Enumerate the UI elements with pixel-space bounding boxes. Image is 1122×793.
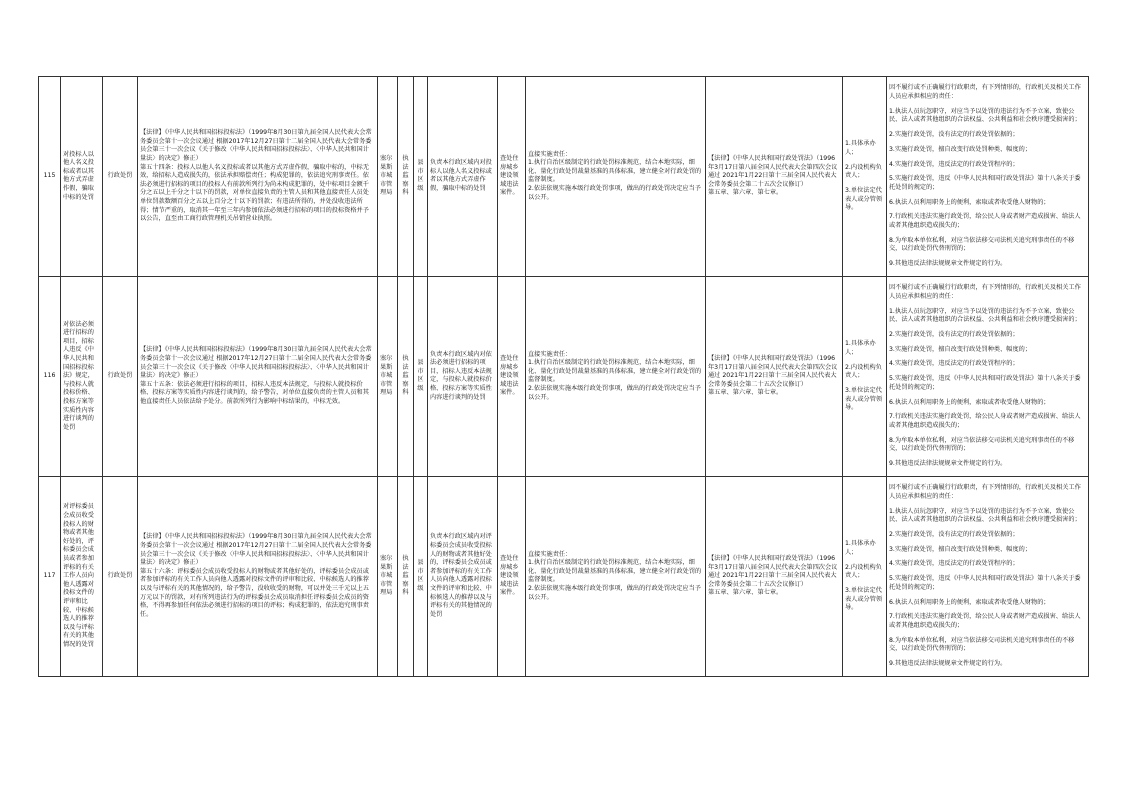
implementation-duty-line: 1.执行自治区级制定的行政处罚标准规范，结合本地实际，细化、量化行政处罚裁量基准的具体标准，建立健全对行政处罚的监督制度。: [528, 159, 702, 184]
liability-clauses-line: 4.实施行政处罚，违反法定的行政处罚程序的；: [889, 360, 1019, 368]
responsible-persons: [843, 276, 887, 476]
responsible-persons-line: 1.具体承办人；: [845, 340, 876, 356]
liability-clauses-line: 9.其他违反法律法规规章文件规定的行为。: [889, 660, 1007, 668]
responsible-persons-line: 3.单位法定代表人或分管领导。: [845, 586, 883, 612]
implementing-entity: 塞尔果斯市城市管理局: [378, 77, 398, 277]
responsible-persons-line: 1.具体承办人；: [845, 140, 876, 156]
responsible-persons-line: 2.内设机构负责人；: [845, 363, 882, 380]
penalty-law-basis-line: 【法律】《中华人民共和国行政处罚法》（1996年3月17日第八届全国人民代表大会第四次会议通过 2021年1月22日第十三届全国人民代表大会常务委员会第二十五次会议修订）: [708, 354, 838, 388]
item-type: 行政处罚: [103, 476, 138, 676]
liability-clauses-line: 5.实施行政处罚，违反《中华人民共和国行政处罚法》第十八条关于委托处罚的规定的；: [889, 575, 1081, 591]
liability-clauses-line: 7.行政机关违法实施行政处罚，给公民人身或者财产造成损害、给法人或者其他组织造成损失的；: [889, 213, 1081, 230]
liability-clauses-line: 6.执法人员利用职务上的便利，索取或者收受他人财物的；: [889, 598, 1050, 606]
row-number: 116: [39, 276, 61, 476]
row-number: 115: [39, 77, 61, 277]
responsible-persons-line: 2.内设机构负责人；: [845, 163, 882, 180]
liability-clauses-line: 因不履行或不正确履行行政职责，有下列情形的，行政机关及相关工作人员应承担相应的责任：: [889, 284, 1081, 300]
legal-basis-line: 第五十五条：依法必须进行招标的项目，招标人违反本法规定，与投标人就投标价格、投标方案等实质性内容进行谈判的，给予警告，对单位直接负责的主管人员和其他直接责任人员依法给予处分。前款所列行为影响中标结果的，中标无效。: [140, 380, 369, 405]
item-type: 行政处罚: [103, 77, 138, 277]
penalty-items-table: [38, 76, 1089, 677]
liability-clauses: [887, 476, 1089, 676]
liability-clauses-line: 1.执法人员玩忽职守，对应当予以处罚的违法行为不予立案，致使公民、法人或者其他组织的合法权益、公共利益和社会秩序遭受损害的；: [889, 107, 1081, 124]
liability-clauses-line: 8.为牟取本单位私利，对应当依法移交司法机关追究刑事责任的不移交，以行政处罚代替刑罚的；: [889, 436, 1075, 453]
penalty-law-basis: [706, 476, 843, 676]
liability-clauses: [887, 77, 1089, 277]
department-duty: 查处住房城乡建设领域违法案件。: [498, 77, 526, 277]
responsible-section: 执法监察科: [398, 276, 414, 476]
penalty-law-basis: [706, 77, 843, 277]
department-duty: 查处住房城乡建设领域违法案件。: [498, 276, 526, 476]
penalty-law-basis-line: 第五章、第六章、第七章。: [708, 389, 783, 397]
legal-basis-line: 第五十四条：投标人以他人名义投标或者以其他方式弄虚作假，骗取中标的，中标无效，给招标人造成损失的，依法承担赔偿责任；构成犯罪的，依法追究刑事责任。依法必须进行招标的项目的投标人有前款所列行为尚未构成犯罪的，处中标项目金额千分之五以上千分之十以下的罚款，对单位直接负责的主管人员和其他直接责任人员处单位罚款数额百分之五以上百分之十以下的罚款；有违法所得的，并处没收违法所得；情节严重的，取消其一年至三年内参加依法必须进行招标的项目的投标资格并予以公告，直至由工商行政管理机关吊销营业执照。: [140, 163, 369, 223]
exercise-scope: 负责本行政区域内对投标人以他人名义投标或者以其他方式弄虚作假，骗取中标的处罚: [428, 77, 498, 277]
department-duty: 查处住房城乡建设领域违法案件。: [498, 476, 526, 676]
liability-clauses-line: 2.实施行政处罚，没有法定的行政处罚依据的；: [889, 330, 1019, 338]
item-type: 行政处罚: [103, 276, 138, 476]
item-name: 对依法必须进行招标的项目，招标人违反《中华人民共和国招标投标法》规定，与投标人就投标价格、投标方案等实质性内容进行谈判的处罚: [61, 276, 103, 476]
legal-basis-line: 【法律】《中华人民共和国招标投标法》（1999年8月30日第九届全国人民代表大会常务委员会第十一次会议通过 根据2017年12月27日第十二届全国人民代表大会常务委员会第三十一次会议《关于修改〈中华人民共和国招标投标法〉、〈中华人民共和国计量法〉的决定》修正）: [140, 129, 372, 162]
liability-clauses-line: 9.其他违反法律法规规章文件规定的行为。: [889, 260, 1007, 268]
responsible-persons: [843, 77, 887, 277]
item-name: 对投标人以他人名义投标或者以其他方式弄虚作假，骗取中标的处罚: [61, 77, 103, 277]
implementation-duty-line: 2.依法依规实施本级行政处罚事项，做出的行政处罚决定应当予以公开。: [528, 385, 701, 401]
implementing-entity: 塞尔果斯市城市管理局: [378, 276, 398, 476]
implementation-duty-line: 2.依法依规实施本级行政处罚事项，做出的行政处罚决定应当予以公开。: [528, 585, 701, 601]
implementation-duty: [526, 77, 706, 277]
implementation-duty-line: 2.依法依规实施本级行政处罚事项，做出的行政处罚决定应当予以公开。: [528, 185, 701, 201]
liability-clauses-line: 3.实施行政处罚，擅自改变行政处罚种类、幅度的；: [889, 345, 1032, 353]
penalty-law-basis-line: 【法律】《中华人民共和国行政处罚法》（1996年3月17日第八届全国人民代表大会第四次会议通过 2021年1月22日第十三届全国人民代表大会常务委员会第二十五次会议修订）: [708, 155, 838, 188]
responsible-persons-line: 3.单位法定代表人或分管领导。: [845, 386, 883, 412]
responsible-persons: [843, 476, 887, 676]
responsible-persons-line: 3.单位法定代表人或分管领导。: [845, 186, 883, 212]
penalty-law-basis-line: 【法律】《中华人民共和国行政处罚法》（1996年3月17日第八届全国人民代表大会第四次会议通过 2021年1月22日第十三届全国人民代表大会常务委员会第二十五次会议修订）: [708, 554, 838, 588]
implementation-duty: [526, 276, 706, 476]
liability-clauses-line: 8.为牟取本单位私利，对应当依法移交司法机关追究刑事责任的不移交，以行政处罚代替刑罚的；: [889, 236, 1075, 253]
liability-clauses-line: 7.行政机关违法实施行政处罚，给公民人身或者财产造成损害、给法人或者其他组织造成损失的；: [889, 413, 1081, 429]
exercise-scope: 负责本行政区域内对依法必须进行招标的项目，招标人违反本法规定，与投标人就投标价格、投标方案等实质性内容进行谈判的处罚: [428, 276, 498, 476]
responsible-persons-line: 2.内设机构负责人；: [845, 563, 882, 580]
liability-clauses-line: 5.实施行政处罚，违反《中华人民共和国行政处罚法》第十八条关于委托处罚的规定的；: [889, 175, 1081, 191]
liability-clauses-line: 1.执法人员玩忽职守，对应当予以处罚的违法行为不予立案，致使公民、法人或者其他组织的合法权益、公共利益和社会秩序遭受损害的；: [889, 507, 1081, 524]
row-number: 117: [39, 476, 61, 676]
exercise-scope: 负责本行政区域内对评标委员会成员收受投标人的财物或者其他好处的，评标委员会成员或者参加评标的有关工作人员向他人透露对投标文件的评审和比较、中标候选人的推荐以及与评标有关的其他情况的处罚: [428, 476, 498, 676]
table-row: [39, 77, 1089, 277]
legal-basis: [138, 276, 378, 476]
penalty-law-basis: [706, 276, 843, 476]
implementation-duty-line: 1.执行自治区级制定的行政处罚标准规范，结合本地实际，细化、量化行政处罚裁量基准的具体标准，建立健全对行政处罚的监督制度。: [528, 559, 702, 584]
liability-clauses-line: 4.实施行政处罚，违反法定的行政处罚程序的；: [889, 160, 1019, 168]
implementation-duty-line: 直接实施责任：: [528, 150, 572, 158]
implementation-duty-line: 1.执行自治区级制定的行政处罚标准规范，结合本地实际，细化、量化行政处罚裁量基准的具体标准，建立健全对行政处罚的监督制度。: [528, 359, 702, 384]
liability-clauses-line: 4.实施行政处罚，违反法定的行政处罚程序的；: [889, 560, 1019, 568]
legal-basis: [138, 476, 378, 676]
legal-basis-line: 【法律】《中华人民共和国招标投标法》（1999年8月30日第九届全国人民代表大会常务委员会第十一次会议通过 根据2017年12月27日第十二届全国人民代表大会常务委员会第三十一次会议《关于修改〈中华人民共和国招标投标法〉、〈中华人民共和国计量法〉的决定》修正）: [140, 533, 372, 567]
legal-basis-line: 【法律】《中华人民共和国招标投标法》（1999年8月30日第九届全国人民代表大会常务委员会第十一次会议通过 根据2017年12月27日第十二届全国人民代表大会常务委员会第三十一次会议《关于修改〈中华人民共和国招标投标法〉、〈中华人民共和国计量法〉的决定》修正）: [140, 346, 372, 380]
responsible-persons-line: 1.具体承办人；: [845, 540, 876, 556]
liability-clauses-line: 8.为牟取本单位私利，对应当依法移交司法机关追究刑事责任的不移交，以行政处罚代替刑罚的；: [889, 636, 1075, 653]
responsible-section: 执法监察科: [398, 476, 414, 676]
implementation-duty-line: 直接实施责任：: [528, 350, 572, 358]
exercise-level: 县市区级: [414, 77, 428, 277]
liability-clauses-line: 2.实施行政处罚，没有法定的行政处罚依据的；: [889, 130, 1019, 138]
liability-clauses-line: 因不履行或不正确履行行政职责，有下列情形的，行政机关及相关工作人员应承担相应的责任：: [889, 484, 1081, 500]
exercise-level: 县市区级: [414, 276, 428, 476]
liability-clauses-line: 3.实施行政处罚，擅自改变行政处罚种类、幅度的；: [889, 545, 1032, 553]
penalty-law-basis-line: 第五章、第六章、第七章。: [708, 589, 783, 597]
liability-clauses-line: 因不履行或不正确履行行政职责，有下列情形的，行政机关及相关工作人员应承担相应的责任：: [889, 84, 1081, 100]
liability-clauses-line: 1.执法人员玩忽职守，对应当予以处罚的违法行为不予立案，致使公民、法人或者其他组织的合法权益、公共利益和社会秩序遭受损害的；: [889, 307, 1081, 324]
liability-clauses-line: 7.行政机关违法实施行政处罚，给公民人身或者财产造成损害、给法人或者其他组织造成损失的；: [889, 613, 1081, 629]
liability-clauses-line: 6.执法人员利用职务上的便利，索取或者收受他人财物的；: [889, 198, 1050, 206]
penalty-law-basis-line: 第五章、第六章、第七章。: [708, 189, 783, 197]
legal-basis-line: 第五十六条：评标委员会成员收受投标人的财物或者其他好处的，评标委员会成员或者参加评标的有关工作人员向他人透露对投标文件的评审和比较、中标候选人的推荐以及与评标有关的其他情况的，给予警告，没收收受的财物，可以并处三千元以上五万元以下的罚款，对有所列违法行为的评标委员会成员取消担任评标委员会成员的资格，不得再参加任何依法必须进行招标的项目的评标；构成犯罪的，依法追究刑事责任。: [140, 567, 369, 618]
responsible-section: 执法监察科: [398, 77, 414, 277]
liability-clauses: [887, 276, 1089, 476]
liability-clauses-line: 5.实施行政处罚，违反《中华人民共和国行政处罚法》第十八条关于委托处罚的规定的；: [889, 375, 1081, 391]
implementation-duty: [526, 476, 706, 676]
legal-basis: [138, 77, 378, 277]
implementing-entity: 塞尔果斯市城市管理局: [378, 476, 398, 676]
table-row: [39, 276, 1089, 476]
implementation-duty-line: 直接实施责任：: [528, 550, 572, 558]
table-row: [39, 476, 1089, 676]
item-name: 对评标委员会成员收受投标人的财物或者其他好处的，评标委员会成员或者参加评标的有关工作人员向他人透露对投标文件的评审和比较、中标候选人的推荐以及与评标有关的其他情况的处罚: [61, 476, 103, 676]
liability-clauses-line: 3.实施行政处罚，擅自改变行政处罚种类、幅度的；: [889, 145, 1032, 153]
liability-clauses-line: 2.实施行政处罚，没有法定的行政处罚依据的；: [889, 530, 1019, 538]
liability-clauses-line: 6.执法人员利用职务上的便利，索取或者收受他人财物的；: [889, 398, 1050, 406]
exercise-level: 县市区级: [414, 476, 428, 676]
liability-clauses-line: 9.其他违反法律法规规章文件规定的行为。: [889, 460, 1007, 468]
